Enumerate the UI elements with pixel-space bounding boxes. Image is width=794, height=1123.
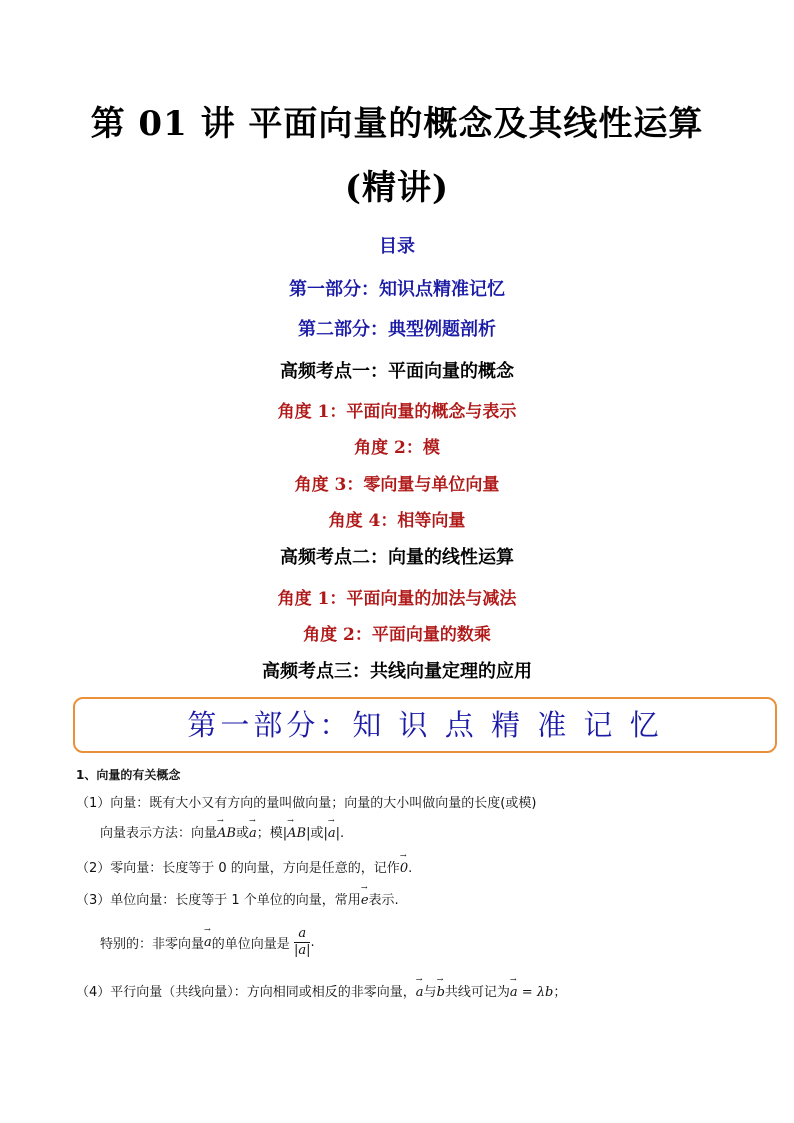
concept-vector-notation: 向量表示方法：向量→ AB或→ a；模|→ AB|或|→ a|. [100,822,344,841]
toc-topic1-angle4[interactable]: 角度 4：相等向量 [328,511,466,531]
toc-topic1[interactable]: 高频考点一：平面向量的概念 [280,361,514,382]
section-heading: 1、向量的有关概念 [76,768,181,782]
toc-topic1-angle2[interactable]: 角度 2：模 [354,438,440,458]
toc-heading: 目录 [379,236,415,257]
toc-topic3[interactable]: 高频考点三：共线向量定理的应用 [262,661,532,682]
toc-topic2[interactable]: 高频考点二：向量的线性运算 [280,547,514,568]
unit-vector-e: → e [361,893,369,908]
concept-zero-vector: （2）零向量：长度等于 0 的向量，方向是任意的，记作→ 0. [76,857,412,876]
doc-title-line1: 第 01 讲 平面向量的概念及其线性运算 [90,104,704,144]
concept-unit-vector-special: 特别的：非零向量→ a的单位向量是 $\frac{a}{|a|}$ . [100,926,315,959]
concept-unit-vector: （3）单位向量：长度等于 1 个单位的向量，常用→ e表示. [76,889,399,908]
toc-part1[interactable]: 第一部分：知识点精准记忆 [289,279,505,300]
vector-b-parallel: → b [437,985,445,1000]
toc-topic1-angle3[interactable]: 角度 3：零向量与单位向量 [294,475,500,495]
vector-a: → a [249,826,257,841]
collinear-equation: → a = λb [510,985,553,1000]
section-banner: 第一部分：知 识 点 精 准 记 忆 [73,697,777,753]
concept-parallel-vectors: （4）平行向量（共线向量）：方向相同或相反的非零向量，→ a与→ b共线可记为→ a = λb； [76,981,566,1000]
unit-vector-fraction: $\frac{a}{|a|}$ [293,926,311,958]
toc-topic2-angle2[interactable]: 角度 2：平面向量的数乘 [303,625,491,645]
vector-a-mod: → a [328,826,336,841]
vector-ab-mod: → AB [287,826,306,841]
zero-vector: → 0 [400,861,408,876]
vector-a-parallel: → a [416,985,424,1000]
toc-topic1-angle1[interactable]: 角度 1：平面向量的概念与表示 [277,402,517,422]
vector-ab: → AB [217,826,236,841]
doc-title-line2: (精讲) [344,168,450,208]
nonzero-vector-a: → a [204,935,212,950]
toc-topic2-angle1[interactable]: 角度 1：平面向量的加法与减法 [277,589,517,609]
concept-vector: （1）向量：既有大小又有方向的量叫做向量；向量的大小叫做向量的长度(或模) [76,796,537,811]
toc-part2[interactable]: 第二部分：典型例题剖析 [298,319,496,340]
